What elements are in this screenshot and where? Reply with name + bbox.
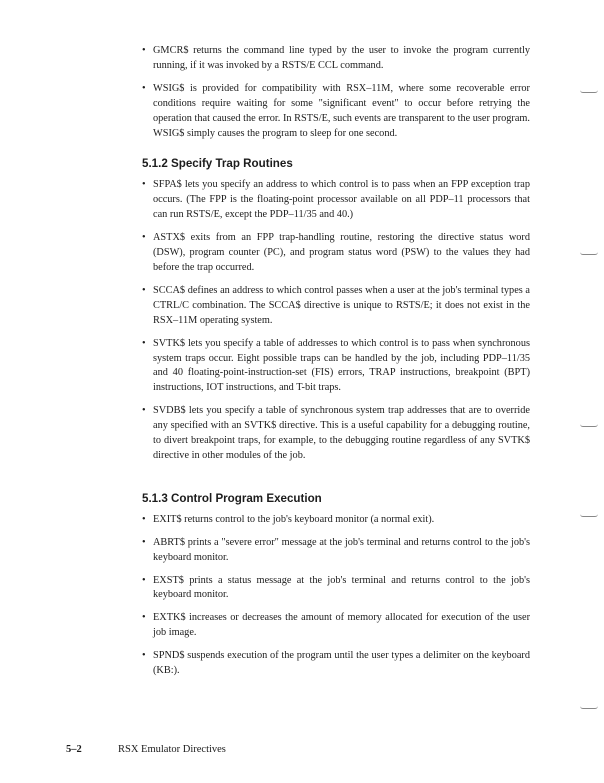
scan-edge-mark [580, 252, 598, 255]
list-item: • SFPA$ lets you specify an address to which control is to pass when an FPP exception trap occurs. (The FPP is the floating-point processor available on all PDP–11 processors that can run RSTS/E, except the PDP–11/35 and 40.) [142, 179, 530, 221]
list-item: • SPND$ suspends execution of the program until the user types a delimiter on the keyboard (KB:). [142, 650, 530, 677]
scan-edge-mark [580, 706, 598, 709]
page-number: 5–2 [66, 744, 82, 755]
list-item: • ASTX$ exits from an FPP trap-handling routine, restoring the directive status word (DSW), program counter (PC), and program status word (PSW) to the values they had before the trap occurred. [142, 232, 530, 273]
section-heading: 5.1.2 Specify Trap Routines [142, 157, 293, 171]
section-heading: 5.1.3 Control Program Execution [142, 491, 322, 505]
running-title: RSX Emulator Directives [118, 744, 226, 755]
list-item: • EXIT$ returns control to the job's keyboard monitor (a normal exit). [142, 513, 435, 525]
list-item: • SVTK$ lets you specify a table of addresses to which control is to pass when synchronous system traps occur. Eight possible traps can be handled by the job, including PDP–11/35 and 40 floating-point-instruction-set (FIS) errors, TRAP instructions, breakpoint (BPT) instructions, IOT instructions, and T-bit traps. [142, 337, 530, 394]
list-item: • EXST$ prints a status message at the job's terminal and returns control to the job's keyboard monitor. [142, 574, 530, 601]
scan-edge-mark [580, 424, 598, 427]
page-body [142, 44, 530, 687]
scan-edge-mark [580, 514, 598, 517]
list-item: • WSIG$ is provided for compatibility with RSX–11M, where some recoverable error conditions require waiting for some "significant event" to occur before retrying the operation that caused the error. In RSTS/E, such events are transparent to the user program. WSIG$ simply causes the program to sleep for one second. [142, 82, 530, 139]
list-item: • SVDB$ lets you specify a table of synchronous system trap addresses that are to override any specified with an SVTK$ directive. This is a useful capability for a debugging routine, to divert breakpoint traps, for example, to the debugging routine regardless of any SVTK$ directive in other modules of the job. [142, 405, 530, 461]
list-item: • EXTK$ increases or decreases the amount of memory allocated for execution of the user job image. [142, 612, 530, 639]
list-item: • SCCA$ defines an address to which control passes when a user at the job's terminal types a CTRL/C combination. The SCCA$ directive is unique to RSTS/E; it does not exist in the RSX–11M operating system. [142, 284, 530, 326]
page-footer [66, 744, 226, 755]
list-item: • GMCR$ returns the command line typed by the user to invoke the program currently running, if it was invoked by a RSTS/E CCL command. [142, 45, 530, 71]
list-item: • ABRT$ prints a "severe error" message at the job's terminal and returns control to the job's keyboard monitor. [142, 536, 530, 563]
scan-edge-mark [580, 90, 598, 93]
